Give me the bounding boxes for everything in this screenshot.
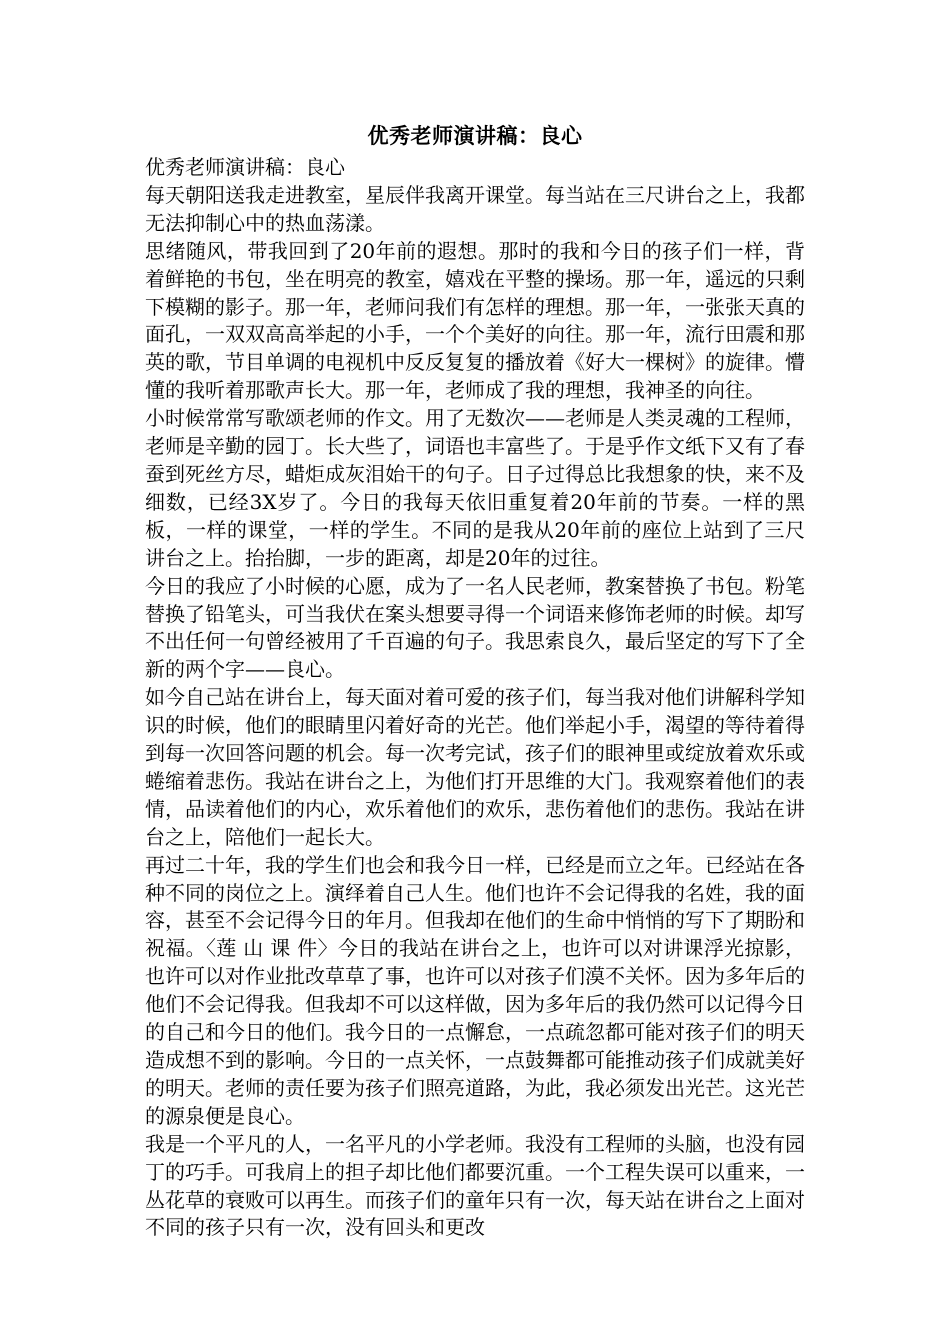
paragraph: 我是一个平凡的人，一名平凡的小学老师。我没有工程师的头脑，也没有园丁的巧手。可我肩上的担子却比他们都要沉重。一个工程失误可以重来，一丛花草的衰败可以再生。而孩子们的童年只有一次，每天站在讲台之上面对不同的孩子只有一次，没有回头和更改 [145,1131,805,1240]
document-body [145,154,805,1242]
paragraph: 小时候常常写歌颂老师的作文。用了无数次——老师是人类灵魂的工程师，老师是辛勤的园丁。长大些了，词语也丰富些了。于是乎作文纸下又有了春蚕到死丝方尽，蜡炬成灰泪始干的句子。日子过得总比我想象的快，来不及细数，已经3X岁了。今日的我每天依旧重复着20年前的节奏。一样的黑板，一样的课堂，一样的学生。不同的是我从20年前的座位上站到了三尺讲台之上。抬抬脚，一步的距离，却是20年的过往。 [145,406,805,570]
paragraph: 再过二十年，我的学生们也会和我今日一样，已经是而立之年。已经站在各种不同的岗位之上。演绎着自己人生。他们也许不会记得我的名姓，我的面容，甚至不会记得今日的年月。但我却在他们的生命中悄悄的写下了期盼和祝福。〈莲 山 课 件〉今日的我站在讲台之上，也许可以对讲课浮光掠影，也许可以对作业批改草草了事，也许可以对孩子们漠不关怀。因为多年后的他们不会记得我。但我却不可以这样做，因为多年后的我仍然可以记得今日的自己和今日的他们。我今日的一点懈怠，一点疏忽都可能对孩子们的明天造成想不到的影响。今日的一点关怀，一点鼓舞都可能推动孩子们成就美好的明天。老师的责任要为孩子们照亮道路，为此，我必须发出光芒。这光芒的源泉便是良心。 [145,852,805,1128]
paragraph: 思绪随风，带我回到了20年前的遐想。那时的我和今日的孩子们一样，背着鲜艳的书包，坐在明亮的教室，嬉戏在平整的操场。那一年，遥远的只剩下模糊的影子。那一年，老师问我们有怎样的理想。那一年，一张张天真的面孔，一双双高高举起的小手，一个个美好的向往。那一年，流行田震和那英的歌，节目单调的电视机中反反复复的播放着《好大一棵树》的旋律。懵懂的我听着那歌声长大。那一年，老师成了我的理想，我神圣的向往。 [145,238,805,403]
paragraph: 如今自己站在讲台上，每天面对着可爱的孩子们，每当我对他们讲解科学知识的时候，他们的眼睛里闪着好奇的光芒。他们举起小手，渴望的等待着得到每一次回答问题的机会。每一次考完试，孩子们的眼神里或绽放着欢乐或蜷缩着悲伤。我站在讲台之上，为他们打开思维的大门。我观察着他们的表情，品读着他们的内心，欢乐着他们的欢乐，悲伤着他们的悲伤。我站在讲台之上，陪他们一起长大。 [145,685,805,849]
document-page [145,118,805,1242]
paragraph-subtitle: 优秀老师演讲稿：良心 [145,155,345,179]
paragraph: 今日的我应了小时候的心愿，成为了一名人民老师，教案替换了书包。粉笔替换了铅笔头，可当我伏在案头想要寻得一个词语来修饰老师的时候。却写不出任何一句曾经被用了千百遍的句子。我思索良久，最后坚定的写下了全新的两个字——良心。 [145,573,805,682]
document-title: 优秀老师演讲稿：良心 [367,123,583,148]
paragraph: 每天朝阳送我走进教室，星辰伴我离开课堂。每当站在三尺讲台之上，我都无法抑制心中的热血荡漾。 [145,182,805,235]
